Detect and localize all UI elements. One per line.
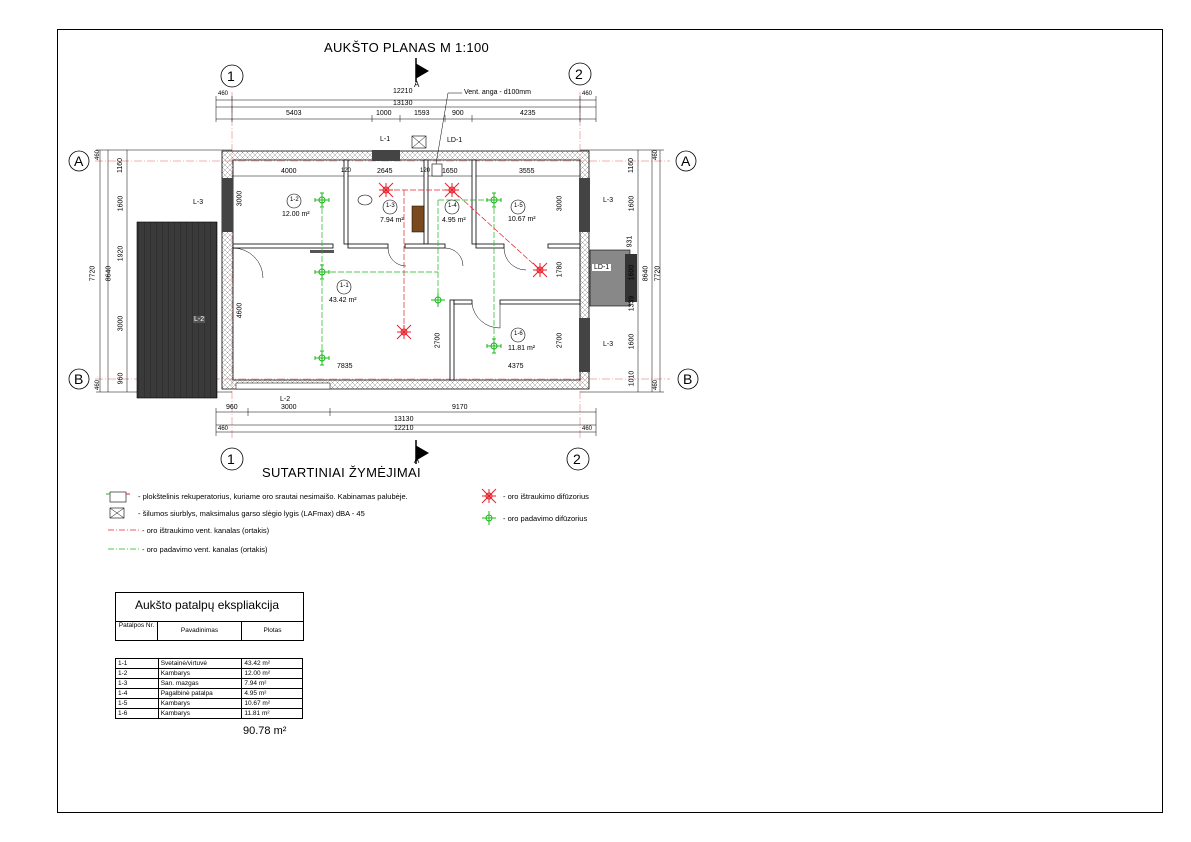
dim-bottom-960: 960 xyxy=(226,404,238,411)
dim-left-3000: 3000 xyxy=(117,315,125,332)
label-l3-right-bottom: L-3 xyxy=(603,341,614,348)
explication-title: Aukšto patalpų ekspliakcija xyxy=(135,598,280,612)
row-area: 4.95 m² xyxy=(242,689,303,699)
table-row xyxy=(116,709,303,719)
legend-extract-duct-text: - oro ištraukimo vent. kanalas (ortakis) xyxy=(142,526,270,535)
legend-title: SUTARTINIAI ŽYMĖJIMAI xyxy=(262,465,421,480)
dim-room12-height: 3000 xyxy=(236,190,244,207)
row-name: Svetainė/virtuvė xyxy=(158,659,242,669)
row-no: 1-6 xyxy=(116,709,159,719)
door-swings xyxy=(233,248,526,328)
section-label-top: A xyxy=(414,80,420,89)
vent-note: Vent. anga - d100mm xyxy=(464,89,531,96)
row-area: 12.00 m² xyxy=(242,669,303,679)
explication-table xyxy=(115,658,303,719)
dim-left-1160: 1160 xyxy=(117,157,125,174)
label-l2-stair: L-2 xyxy=(194,316,205,323)
explication-total: 90.78 m² xyxy=(243,725,287,737)
legend-supply-duct-text: - oro padavimo vent. kanalas (ortakis) xyxy=(142,545,268,554)
room-1-2-area: 12.00 m² xyxy=(282,211,310,218)
dim-inner-120a: 120 xyxy=(341,168,352,174)
explication-header-box xyxy=(115,592,304,641)
dim-left-460-top: 460 xyxy=(95,149,102,161)
dim-inner-120b: 120 xyxy=(420,168,431,174)
explication-col-area: Plotas xyxy=(263,627,282,634)
dim-left-8640: 8640 xyxy=(105,265,113,282)
table-row xyxy=(116,679,303,689)
room-1-4-id: 1-4 xyxy=(448,203,457,209)
supply-diffuser-legend-icon xyxy=(482,511,496,525)
room-1-6-area: 11.81 m² xyxy=(508,345,536,352)
dim-inner-3555: 3555 xyxy=(519,168,535,175)
row-area: 10.67 m² xyxy=(242,699,303,709)
dim-top-seg3: 1593 xyxy=(414,110,430,117)
axis-1-bottom-label: 1 xyxy=(227,451,235,467)
label-ld1-right: LD-1 xyxy=(594,264,610,271)
plan-title: AUKŠTO PLANAS M 1:100 xyxy=(324,40,490,55)
dim-right-931: 931 xyxy=(626,235,634,248)
heat-pump-symbol xyxy=(412,136,426,148)
table-row xyxy=(116,689,303,699)
row-name: Pagalbinė patalpa xyxy=(158,689,242,699)
legend-heat-pump-text: - šilumos siurblys, maksimalus garso slėgio lygis (LAFmax) dBA - 45 xyxy=(138,509,365,518)
dim-top-overall-outer: 13130 xyxy=(393,100,413,107)
axis-a-right-label: A xyxy=(681,153,691,169)
table-row xyxy=(116,669,303,679)
dim-right-7720: 7720 xyxy=(654,265,662,282)
row-no: 1-5 xyxy=(116,699,159,709)
staircase-left xyxy=(137,222,217,398)
dim-inner-7835: 7835 xyxy=(337,363,353,370)
legend-extract-diffuser-text: - oro ištraukimo difūzorius xyxy=(503,492,589,501)
dim-bottom-overall-inner: 12210 xyxy=(394,425,414,432)
dim-room16-height: 2700 xyxy=(556,332,564,349)
room-1-5-id: 1-5 xyxy=(514,203,523,209)
section-marker-top xyxy=(416,58,428,82)
dim-left-1920: 1920 xyxy=(117,245,125,262)
label-l1: L-1 xyxy=(380,136,391,143)
row-area: 7.94 m² xyxy=(242,679,303,689)
dim-top-seg5: 4235 xyxy=(520,110,536,117)
dim-right-1339: 1339 xyxy=(628,295,636,312)
row-area: 43.42 m² xyxy=(242,659,303,669)
dim-top-seg2: 1000 xyxy=(376,110,392,117)
dim-room15-height: 3000 xyxy=(556,195,564,212)
dim-right-1600c: 1600 xyxy=(628,333,636,350)
dimension-lines-top xyxy=(216,96,596,176)
dim-right-460-bottom: 460 xyxy=(653,379,660,391)
legend-recuperator-text: - plokštelinis rekuperatorius, kuriame oro srautai nesimaišo. Kabinamas palubėje. xyxy=(138,492,408,501)
dim-right-1010: 1010 xyxy=(628,370,636,387)
dim-room16-width: 2700 xyxy=(434,332,442,349)
row-area: 11.81 m² xyxy=(242,709,303,719)
dim-inner-1650: 1650 xyxy=(442,168,458,175)
explication-col-no: Patalpos Nr. xyxy=(116,621,158,640)
label-l2: L-2 xyxy=(280,396,291,403)
axis-2-bottom-label: 2 xyxy=(573,451,581,467)
dim-right-8640: 8640 xyxy=(642,265,650,282)
legend-supply-diffuser-text: - oro padavimo difūzorius xyxy=(503,514,588,523)
label-l3-right-top: L-3 xyxy=(603,197,614,204)
dim-bottom-overall-outer: 13130 xyxy=(394,416,414,423)
dim-left-460-bottom: 460 xyxy=(95,379,102,391)
section-label-bottom: A xyxy=(414,456,420,465)
dim-bottom-edge-left: 460 xyxy=(218,426,229,432)
row-no: 1-2 xyxy=(116,669,159,679)
dim-left-1600: 1600 xyxy=(117,195,125,212)
row-name: Kambarys xyxy=(158,709,242,719)
room-1-1-id: 1-1 xyxy=(340,283,349,289)
row-name: San. mazgas xyxy=(158,679,242,689)
heat-pump-legend-icon xyxy=(110,508,124,518)
row-name: Kambarys xyxy=(158,699,242,709)
room-1-6-id: 1-6 xyxy=(514,331,523,337)
dim-right-1600b: 1600 xyxy=(628,264,636,281)
dim-room11-height: 4600 xyxy=(236,302,244,319)
room-bubbles xyxy=(287,194,525,342)
axis-b-right-label: B xyxy=(683,371,693,387)
dim-top-edge-left: 460 xyxy=(218,91,229,97)
dim-top-seg4: 900 xyxy=(452,110,464,117)
extract-diffuser-legend-icon xyxy=(482,489,496,503)
dim-bottom-3000: 3000 xyxy=(281,404,297,411)
dim-right-460-top: 460 xyxy=(653,149,660,161)
dim-right-1600: 1600 xyxy=(628,195,636,212)
dim-1780: 1780 xyxy=(556,261,564,278)
room-1-3-id: 1-3 xyxy=(386,203,395,209)
axis-2-top-label: 2 xyxy=(575,66,583,82)
dim-top-overall-inner: 12210 xyxy=(393,88,413,95)
label-l3-left: L-3 xyxy=(193,199,204,206)
dim-left-7720: 7720 xyxy=(89,265,97,282)
row-no: 1-1 xyxy=(116,659,159,669)
row-name: Kambarys xyxy=(158,669,242,679)
dim-left-960: 960 xyxy=(117,372,125,385)
dim-top-seg1: 5403 xyxy=(286,110,302,117)
dim-bottom-9170: 9170 xyxy=(452,404,468,411)
dim-right-1160: 1160 xyxy=(628,157,636,174)
row-no: 1-3 xyxy=(116,679,159,689)
room-1-2-id: 1-2 xyxy=(290,197,299,203)
recuperator-legend-icon xyxy=(106,492,130,502)
dim-inner-2645: 2645 xyxy=(377,168,393,175)
table-row xyxy=(116,699,303,709)
label-ld1-top: LD-1 xyxy=(447,137,463,144)
room-1-5-area: 10.67 m² xyxy=(508,216,536,223)
dim-inner-4000: 4000 xyxy=(281,168,297,175)
recuperator-symbol xyxy=(432,164,442,176)
axis-b-left-label: B xyxy=(74,371,84,387)
dim-bottom-edge-right: 460 xyxy=(582,426,593,432)
table-row xyxy=(116,659,303,669)
dim-inner-4375: 4375 xyxy=(508,363,524,370)
explication-col-name: Pavadinimas xyxy=(158,621,242,640)
axis-a-left-label: A xyxy=(74,153,84,169)
room-1-1-area: 43.42 m² xyxy=(329,297,357,304)
dim-top-edge-right: 460 xyxy=(582,91,593,97)
row-no: 1-4 xyxy=(116,689,159,699)
axis-1-top-label: 1 xyxy=(227,68,235,84)
room-1-4-area: 4.95 m² xyxy=(442,217,466,224)
room-1-3-area: 7.94 m² xyxy=(380,217,404,224)
